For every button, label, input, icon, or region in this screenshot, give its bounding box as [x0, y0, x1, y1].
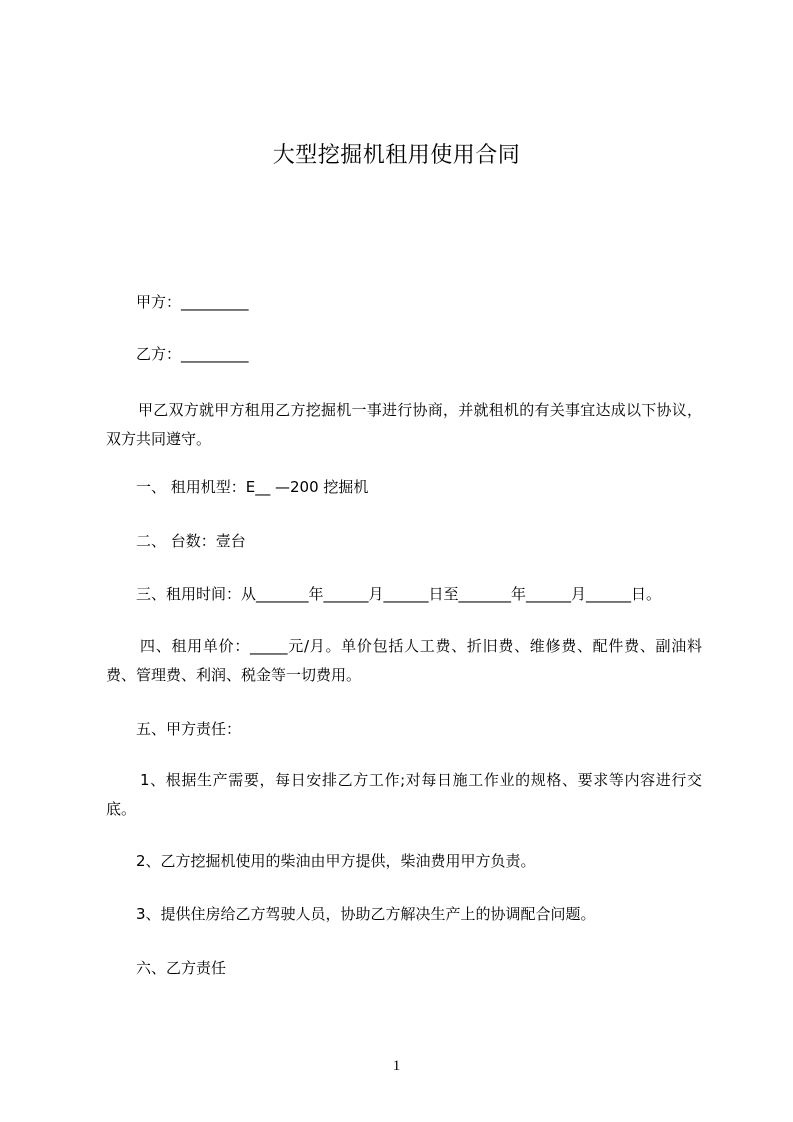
- clause-1-model: 一、 租用机型：E__ —200 挖掘机: [136, 478, 369, 496]
- document-title: 大型挖掘机租用使用合同: [272, 143, 521, 168]
- page-number: 1: [392, 1058, 401, 1074]
- intro-paragraph: 甲乙双方就甲方租用乙方挖掘机一事进行协商，并就租机的有关事宜达成以下协议，双方共同遵守。: [106, 401, 702, 448]
- party-a-line: 甲方：_________: [136, 293, 249, 311]
- clause-5-item-2: 2、乙方挖掘机使用的柴油由甲方提供，柴油费用甲方负责。: [136, 852, 536, 870]
- clause-2-quantity: 二、 台数：壹台: [136, 532, 246, 550]
- clause-5-item-1: 1、根据生产需要，每日安排乙方工作;对每日施工作业的规格、要求等内容进行交底。: [106, 771, 702, 818]
- clause-3-period: 三、租用时间：从_______年______月______日至_______年______月______日。: [136, 585, 662, 603]
- clause-5-heading: 五、甲方责任：: [136, 720, 242, 738]
- party-b-line: 乙方：_________: [136, 345, 249, 363]
- clause-4-price: 四、租用单价：_____元/月。单价包括人工费、折旧费、维修费、配件费、副油料费、管理费、利润、税金等一切费用。: [106, 637, 702, 684]
- clause-5-item-3: 3、提供住房给乙方驾驶人员，协助乙方解决生产上的协调配合问题。: [136, 905, 596, 923]
- clause-6-heading: 六、乙方责任: [136, 959, 227, 977]
